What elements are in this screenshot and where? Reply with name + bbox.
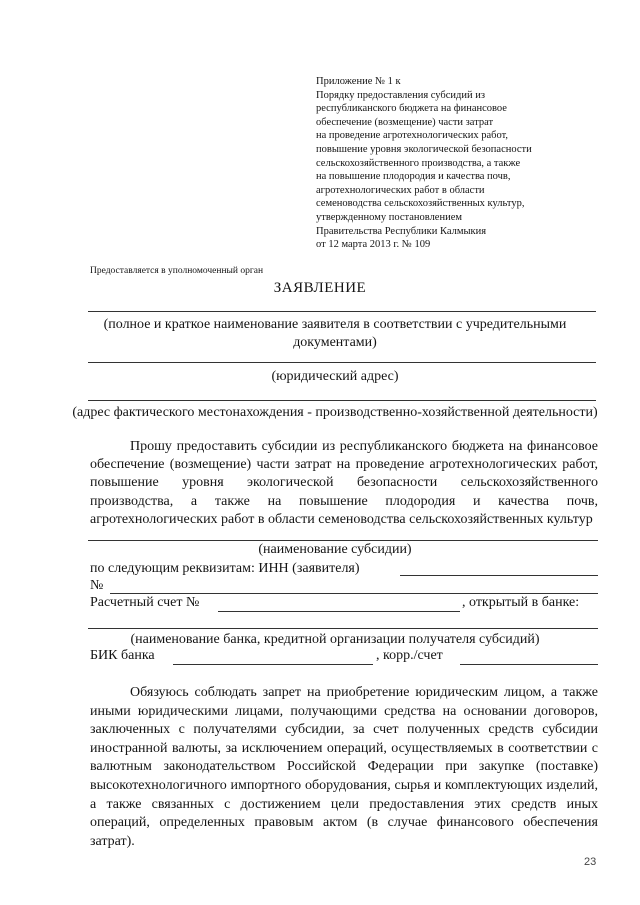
appendix-line: республиканского бюджета на финансовое: [316, 103, 507, 115]
appendix-line: агротехнологических работ в области: [316, 184, 485, 196]
appendix-line: семеноводства сельскохозяйственных культур,: [316, 198, 525, 210]
bik-label: БИК банка: [90, 648, 155, 663]
appendix-line: на повышение плодородия и качества почв,: [316, 171, 511, 183]
applicant-name-line[interactable]: [88, 311, 596, 312]
number-label: №: [90, 578, 104, 593]
legal-address-hint: (юридический адрес): [271, 369, 399, 384]
actual-address-hint: (адрес фактического местонахождения - производственно-хозяйственной деятельности): [72, 405, 598, 420]
appendix-line: Правительства Республики Калмыкия: [316, 225, 487, 237]
corr-label: , корр./счет: [376, 648, 443, 663]
appendix-header: [316, 75, 616, 252]
account-label: Расчетный счет №: [90, 595, 200, 610]
appendix-line: от 12 марта 2013 г. № 109: [316, 239, 431, 251]
request-paragraph: Прошу предоставить субсидии из республиканского бюджета на финансовое обеспечение (возмещение) части затрат на проведение агротехнологических работ, повышение уровня экологической безопасности сельскохозяйственного производства, а также на повышение плодородия и качества почв, агротехнологических работ в области семеноводства сельскохозяйственных культур: [90, 439, 598, 527]
subsidy-name-hint: (наименование субсидии): [258, 542, 412, 557]
actual-address-line[interactable]: [88, 400, 596, 401]
obligation-paragraph: Обязуюсь соблюдать запрет на приобретение юридическим лицом, а также иными юридическими лицами, получающими средства на основании договоров, заключенных с получателями субсидии, за счет полученных средств субсидии иностранной валюты, за исключением операций, осуществляемых в соответствии с валютным законодательством Российской Федерации при закупке (поставке) высокотехнологичного импортного оборудования, сырья и комплектующих изделий, а также связанных с достижением цели предоставления этих средств иных операций, определенных правовым актом (в случае финансового обеспечения затрат).: [90, 685, 598, 849]
appendix-line: на проведение агротехнологических работ,: [316, 130, 509, 142]
corr-account-field[interactable]: [460, 664, 598, 665]
bik-field[interactable]: [173, 664, 373, 665]
appendix-line: обеспечение (возмещение) части затрат: [316, 116, 494, 128]
number-field[interactable]: [110, 593, 598, 594]
bank-name-hint: (наименование банка, кредитной организации получателя субсидий): [130, 632, 540, 647]
bank-opened-label: , открытый в банке:: [462, 595, 580, 610]
appendix-line: утвержденному постановлением: [316, 211, 463, 223]
bank-name-line[interactable]: [88, 628, 598, 629]
inn-label: по следующим реквизитам: ИНН (заявителя): [90, 561, 360, 576]
appendix-line: Порядку предоставления субсидий из: [316, 89, 486, 101]
applicant-name-hint: (полное и краткое наименование заявителя в соответствии с учредительными документами): [103, 317, 567, 350]
appendix-line: повышение уровня экологической безопасности: [316, 143, 532, 155]
legal-address-line[interactable]: [88, 362, 596, 363]
page-number: 23: [584, 856, 597, 868]
appendix-line: сельскохозяйственного производства, а также: [316, 157, 521, 169]
account-field[interactable]: [218, 611, 460, 612]
appendix-line: Приложение № 1 к: [316, 76, 401, 87]
document-title: ЗАЯВЛЕНИЕ: [273, 280, 367, 296]
submit-to-label: Предоставляется в уполномоченный орган: [90, 266, 264, 276]
inn-field[interactable]: [400, 575, 598, 576]
